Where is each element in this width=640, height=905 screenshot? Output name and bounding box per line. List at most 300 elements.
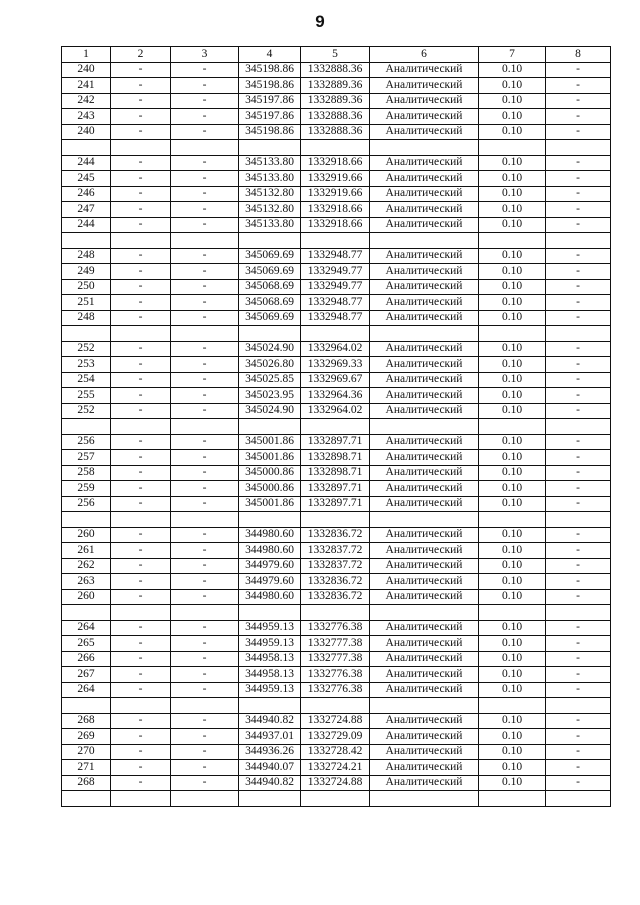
method-cell: Аналитический [370, 62, 479, 78]
col-3-cell: - [171, 729, 239, 745]
col-2-cell: - [111, 558, 171, 574]
y-coordinate-cell: 1332776.38 [301, 620, 370, 636]
col-3-cell: - [171, 558, 239, 574]
accuracy-cell: 0.10 [479, 496, 546, 512]
method-cell: Аналитический [370, 527, 479, 543]
empty-cell [171, 419, 239, 435]
x-coordinate-cell: 345133.80 [239, 217, 301, 233]
column-header-5: 5 [301, 47, 370, 63]
col-2-cell: - [111, 496, 171, 512]
col-3-cell: - [171, 155, 239, 171]
method-cell: Аналитический [370, 171, 479, 187]
col-3-cell: - [171, 124, 239, 140]
empty-cell [546, 140, 611, 156]
point-number-cell: 262 [62, 558, 111, 574]
point-number-cell: 240 [62, 62, 111, 78]
point-number-cell: 244 [62, 155, 111, 171]
accuracy-cell: 0.10 [479, 248, 546, 264]
col-3-cell: - [171, 574, 239, 590]
table-row [62, 651, 611, 667]
table-row [62, 372, 611, 388]
col-8-cell: - [546, 667, 611, 683]
y-coordinate-cell: 1332724.21 [301, 760, 370, 776]
accuracy-cell: 0.10 [479, 481, 546, 497]
col-3-cell: - [171, 682, 239, 698]
method-cell: Аналитический [370, 636, 479, 652]
method-cell: Аналитический [370, 124, 479, 140]
x-coordinate-cell: 345198.86 [239, 78, 301, 94]
empty-cell [239, 698, 301, 714]
col-3-cell: - [171, 775, 239, 791]
column-header-4: 4 [239, 47, 301, 63]
col-8-cell: - [546, 403, 611, 419]
col-8-cell: - [546, 93, 611, 109]
col-3-cell: - [171, 93, 239, 109]
method-cell: Аналитический [370, 713, 479, 729]
method-cell: Аналитический [370, 264, 479, 280]
point-number-cell: 260 [62, 589, 111, 605]
col-3-cell: - [171, 543, 239, 559]
y-coordinate-cell: 1332948.77 [301, 295, 370, 311]
method-cell: Аналитический [370, 109, 479, 125]
x-coordinate-cell: 344959.13 [239, 636, 301, 652]
table-row [62, 341, 611, 357]
x-coordinate-cell: 345001.86 [239, 450, 301, 466]
col-8-cell: - [546, 217, 611, 233]
y-coordinate-cell: 1332897.71 [301, 434, 370, 450]
col-2-cell: - [111, 372, 171, 388]
x-coordinate-cell: 345023.95 [239, 388, 301, 404]
empty-cell [370, 791, 479, 807]
empty-cell [301, 791, 370, 807]
y-coordinate-cell: 1332888.36 [301, 124, 370, 140]
col-3-cell: - [171, 589, 239, 605]
table-row [62, 388, 611, 404]
table-row [62, 636, 611, 652]
col-3-cell: - [171, 372, 239, 388]
empty-cell [301, 419, 370, 435]
empty-cell [111, 419, 171, 435]
col-8-cell: - [546, 574, 611, 590]
col-8-cell: - [546, 620, 611, 636]
empty-cell [479, 791, 546, 807]
point-number-cell: 271 [62, 760, 111, 776]
x-coordinate-cell: 345068.69 [239, 295, 301, 311]
point-number-cell: 248 [62, 310, 111, 326]
col-2-cell: - [111, 78, 171, 94]
col-3-cell: - [171, 496, 239, 512]
y-coordinate-cell: 1332969.33 [301, 357, 370, 373]
col-8-cell: - [546, 682, 611, 698]
y-coordinate-cell: 1332964.36 [301, 388, 370, 404]
empty-cell [479, 326, 546, 342]
x-coordinate-cell: 344940.82 [239, 775, 301, 791]
column-header-6: 6 [370, 47, 479, 63]
col-2-cell: - [111, 760, 171, 776]
column-header-8: 8 [546, 47, 611, 63]
empty-cell [171, 605, 239, 621]
col-8-cell: - [546, 651, 611, 667]
col-2-cell: - [111, 155, 171, 171]
col-8-cell: - [546, 279, 611, 295]
group-separator-row [62, 791, 611, 807]
y-coordinate-cell: 1332777.38 [301, 636, 370, 652]
empty-cell [62, 233, 111, 249]
col-2-cell: - [111, 450, 171, 466]
accuracy-cell: 0.10 [479, 620, 546, 636]
table-row [62, 310, 611, 326]
y-coordinate-cell: 1332918.66 [301, 155, 370, 171]
x-coordinate-cell: 345001.86 [239, 496, 301, 512]
col-2-cell: - [111, 171, 171, 187]
method-cell: Аналитический [370, 310, 479, 326]
table-row [62, 527, 611, 543]
table-row [62, 574, 611, 590]
col-2-cell: - [111, 202, 171, 218]
empty-cell [546, 791, 611, 807]
col-2-cell: - [111, 248, 171, 264]
group-separator-row [62, 605, 611, 621]
col-3-cell: - [171, 403, 239, 419]
empty-cell [301, 512, 370, 528]
point-number-cell: 255 [62, 388, 111, 404]
accuracy-cell: 0.10 [479, 109, 546, 125]
point-number-cell: 259 [62, 481, 111, 497]
y-coordinate-cell: 1332949.77 [301, 279, 370, 295]
empty-cell [546, 512, 611, 528]
method-cell: Аналитический [370, 341, 479, 357]
col-8-cell: - [546, 434, 611, 450]
table-row [62, 217, 611, 233]
col-8-cell: - [546, 357, 611, 373]
col-2-cell: - [111, 93, 171, 109]
accuracy-cell: 0.10 [479, 78, 546, 94]
empty-cell [239, 140, 301, 156]
empty-cell [479, 605, 546, 621]
x-coordinate-cell: 345069.69 [239, 310, 301, 326]
col-2-cell: - [111, 574, 171, 590]
col-3-cell: - [171, 171, 239, 187]
col-3-cell: - [171, 527, 239, 543]
empty-cell [239, 419, 301, 435]
method-cell: Аналитический [370, 574, 479, 590]
col-3-cell: - [171, 450, 239, 466]
empty-cell [111, 512, 171, 528]
empty-cell [111, 140, 171, 156]
col-2-cell: - [111, 527, 171, 543]
x-coordinate-cell: 344958.13 [239, 651, 301, 667]
empty-cell [479, 698, 546, 714]
table-row [62, 78, 611, 94]
method-cell: Аналитический [370, 295, 479, 311]
accuracy-cell: 0.10 [479, 434, 546, 450]
column-header-2: 2 [111, 47, 171, 63]
col-8-cell: - [546, 527, 611, 543]
accuracy-cell: 0.10 [479, 310, 546, 326]
col-3-cell: - [171, 217, 239, 233]
method-cell: Аналитический [370, 388, 479, 404]
method-cell: Аналитический [370, 372, 479, 388]
table-row [62, 264, 611, 280]
x-coordinate-cell: 345026.80 [239, 357, 301, 373]
y-coordinate-cell: 1332888.36 [301, 62, 370, 78]
point-number-cell: 256 [62, 496, 111, 512]
x-coordinate-cell: 344959.13 [239, 620, 301, 636]
col-2-cell: - [111, 465, 171, 481]
method-cell: Аналитический [370, 202, 479, 218]
col-3-cell: - [171, 465, 239, 481]
table-row [62, 667, 611, 683]
col-3-cell: - [171, 310, 239, 326]
col-3-cell: - [171, 636, 239, 652]
column-header-3: 3 [171, 47, 239, 63]
x-coordinate-cell: 345132.80 [239, 186, 301, 202]
empty-cell [301, 698, 370, 714]
y-coordinate-cell: 1332964.02 [301, 341, 370, 357]
method-cell: Аналитический [370, 558, 479, 574]
accuracy-cell: 0.10 [479, 682, 546, 698]
y-coordinate-cell: 1332919.66 [301, 171, 370, 187]
point-number-cell: 244 [62, 217, 111, 233]
col-3-cell: - [171, 264, 239, 280]
accuracy-cell: 0.10 [479, 62, 546, 78]
accuracy-cell: 0.10 [479, 775, 546, 791]
accuracy-cell: 0.10 [479, 388, 546, 404]
accuracy-cell: 0.10 [479, 729, 546, 745]
point-number-cell: 247 [62, 202, 111, 218]
accuracy-cell: 0.10 [479, 372, 546, 388]
empty-cell [370, 512, 479, 528]
method-cell: Аналитический [370, 744, 479, 760]
col-3-cell: - [171, 481, 239, 497]
col-8-cell: - [546, 729, 611, 745]
y-coordinate-cell: 1332836.72 [301, 527, 370, 543]
x-coordinate-cell: 345133.80 [239, 171, 301, 187]
point-number-cell: 252 [62, 403, 111, 419]
col-8-cell: - [546, 264, 611, 280]
accuracy-cell: 0.10 [479, 357, 546, 373]
table-row [62, 760, 611, 776]
empty-cell [370, 326, 479, 342]
empty-cell [62, 326, 111, 342]
y-coordinate-cell: 1332919.66 [301, 186, 370, 202]
method-cell: Аналитический [370, 434, 479, 450]
empty-cell [62, 140, 111, 156]
point-number-cell: 240 [62, 124, 111, 140]
col-8-cell: - [546, 155, 611, 171]
method-cell: Аналитический [370, 729, 479, 745]
point-number-cell: 268 [62, 713, 111, 729]
y-coordinate-cell: 1332776.38 [301, 667, 370, 683]
method-cell: Аналитический [370, 78, 479, 94]
table-row [62, 248, 611, 264]
empty-cell [111, 698, 171, 714]
accuracy-cell: 0.10 [479, 651, 546, 667]
point-number-cell: 256 [62, 434, 111, 450]
point-number-cell: 251 [62, 295, 111, 311]
accuracy-cell: 0.10 [479, 589, 546, 605]
table-row [62, 434, 611, 450]
table-row [62, 171, 611, 187]
col-8-cell: - [546, 589, 611, 605]
col-8-cell: - [546, 372, 611, 388]
y-coordinate-cell: 1332729.09 [301, 729, 370, 745]
col-2-cell: - [111, 186, 171, 202]
empty-cell [239, 791, 301, 807]
col-8-cell: - [546, 760, 611, 776]
empty-cell [301, 233, 370, 249]
point-number-cell: 246 [62, 186, 111, 202]
y-coordinate-cell: 1332898.71 [301, 465, 370, 481]
table-row [62, 481, 611, 497]
col-2-cell: - [111, 62, 171, 78]
table-row [62, 295, 611, 311]
y-coordinate-cell: 1332898.71 [301, 450, 370, 466]
table-row [62, 109, 611, 125]
table-row [62, 543, 611, 559]
method-cell: Аналитический [370, 450, 479, 466]
col-8-cell: - [546, 744, 611, 760]
point-number-cell: 267 [62, 667, 111, 683]
method-cell: Аналитический [370, 667, 479, 683]
group-separator-row [62, 512, 611, 528]
y-coordinate-cell: 1332918.66 [301, 217, 370, 233]
col-3-cell: - [171, 295, 239, 311]
x-coordinate-cell: 345069.69 [239, 264, 301, 280]
empty-cell [171, 233, 239, 249]
col-2-cell: - [111, 434, 171, 450]
table-row [62, 620, 611, 636]
empty-cell [546, 698, 611, 714]
col-2-cell: - [111, 775, 171, 791]
x-coordinate-cell: 345197.86 [239, 109, 301, 125]
method-cell: Аналитический [370, 93, 479, 109]
method-cell: Аналитический [370, 403, 479, 419]
table-row [62, 729, 611, 745]
point-number-cell: 248 [62, 248, 111, 264]
x-coordinate-cell: 345000.86 [239, 465, 301, 481]
col-3-cell: - [171, 186, 239, 202]
empty-cell [301, 326, 370, 342]
col-2-cell: - [111, 109, 171, 125]
y-coordinate-cell: 1332918.66 [301, 202, 370, 218]
accuracy-cell: 0.10 [479, 279, 546, 295]
col-2-cell: - [111, 636, 171, 652]
group-separator-row [62, 326, 611, 342]
empty-cell [479, 233, 546, 249]
col-2-cell: - [111, 682, 171, 698]
method-cell: Аналитический [370, 279, 479, 295]
table-row [62, 558, 611, 574]
group-separator-row [62, 140, 611, 156]
col-2-cell: - [111, 217, 171, 233]
empty-cell [546, 326, 611, 342]
x-coordinate-cell: 344937.01 [239, 729, 301, 745]
x-coordinate-cell: 345133.80 [239, 155, 301, 171]
col-8-cell: - [546, 248, 611, 264]
col-3-cell: - [171, 357, 239, 373]
x-coordinate-cell: 345024.90 [239, 403, 301, 419]
col-2-cell: - [111, 341, 171, 357]
empty-cell [171, 512, 239, 528]
col-2-cell: - [111, 667, 171, 683]
x-coordinate-cell: 344958.13 [239, 667, 301, 683]
col-2-cell: - [111, 744, 171, 760]
point-number-cell: 250 [62, 279, 111, 295]
col-3-cell: - [171, 760, 239, 776]
method-cell: Аналитический [370, 651, 479, 667]
col-2-cell: - [111, 543, 171, 559]
method-cell: Аналитический [370, 248, 479, 264]
table-row [62, 279, 611, 295]
x-coordinate-cell: 344980.60 [239, 543, 301, 559]
x-coordinate-cell: 345025.85 [239, 372, 301, 388]
empty-cell [62, 419, 111, 435]
col-2-cell: - [111, 620, 171, 636]
empty-cell [111, 233, 171, 249]
column-header-1: 1 [62, 47, 111, 63]
y-coordinate-cell: 1332836.72 [301, 574, 370, 590]
col-3-cell: - [171, 341, 239, 357]
col-8-cell: - [546, 341, 611, 357]
col-2-cell: - [111, 279, 171, 295]
point-number-cell: 254 [62, 372, 111, 388]
col-2-cell: - [111, 651, 171, 667]
col-2-cell: - [111, 295, 171, 311]
y-coordinate-cell: 1332889.36 [301, 78, 370, 94]
x-coordinate-cell: 345068.69 [239, 279, 301, 295]
y-coordinate-cell: 1332949.77 [301, 264, 370, 280]
col-8-cell: - [546, 109, 611, 125]
table-body [62, 62, 611, 806]
group-separator-row [62, 419, 611, 435]
y-coordinate-cell: 1332889.36 [301, 93, 370, 109]
table-row [62, 775, 611, 791]
table-row [62, 357, 611, 373]
x-coordinate-cell: 345197.86 [239, 93, 301, 109]
accuracy-cell: 0.10 [479, 202, 546, 218]
col-8-cell: - [546, 186, 611, 202]
accuracy-cell: 0.10 [479, 186, 546, 202]
header-row [62, 47, 611, 63]
col-8-cell: - [546, 558, 611, 574]
y-coordinate-cell: 1332964.02 [301, 403, 370, 419]
y-coordinate-cell: 1332728.42 [301, 744, 370, 760]
col-3-cell: - [171, 388, 239, 404]
y-coordinate-cell: 1332948.77 [301, 310, 370, 326]
table-row [62, 450, 611, 466]
empty-cell [111, 605, 171, 621]
accuracy-cell: 0.10 [479, 341, 546, 357]
col-3-cell: - [171, 279, 239, 295]
empty-cell [111, 326, 171, 342]
col-3-cell: - [171, 667, 239, 683]
col-3-cell: - [171, 202, 239, 218]
x-coordinate-cell: 345198.86 [239, 124, 301, 140]
method-cell: Аналитический [370, 543, 479, 559]
empty-cell [370, 140, 479, 156]
col-8-cell: - [546, 78, 611, 94]
y-coordinate-cell: 1332969.67 [301, 372, 370, 388]
col-8-cell: - [546, 171, 611, 187]
col-3-cell: - [171, 109, 239, 125]
method-cell: Аналитический [370, 217, 479, 233]
accuracy-cell: 0.10 [479, 713, 546, 729]
point-number-cell: 264 [62, 682, 111, 698]
group-separator-row [62, 698, 611, 714]
point-number-cell: 263 [62, 574, 111, 590]
point-number-cell: 241 [62, 78, 111, 94]
